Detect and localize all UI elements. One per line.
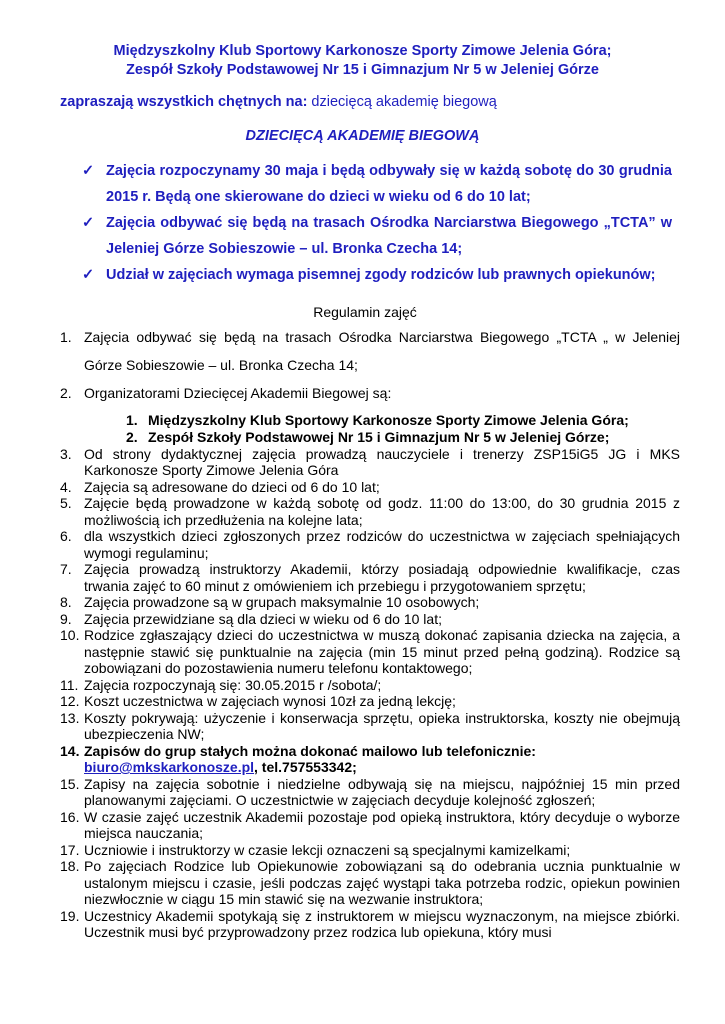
bullet-item: ✓ Zajęcia rozpoczynamy 30 maja i będą odbywały się w każdą sobotę do 30 grudnia 2015 r. Będą one skierowane do dzieci w wieku od 6 do 10 lat; [82, 158, 672, 210]
rule-item: 2. Organizatorami Dziecięcej Akademii Biegowej są: [60, 385, 392, 401]
invite-line [60, 94, 670, 110]
organizer-item: 2. Zespół Szkoły Podstawowej Nr 15 i Gimnazjum Nr 5 w Jeleniej Górze; [126, 428, 610, 445]
rules-list [60, 323, 680, 941]
akademia-title: DZIECIĘCĄ AKADEMIĘ BIEGOWĄ [245, 128, 480, 144]
rule-item: 14. Zapisów do grup stałych można dokonać mailowo lub telefonicznie: biuro@mkskarkonosze.pl, tel.757553342; [60, 742, 536, 775]
header-line-1: Międzyszkolny Klub Sportowy Karkonosze Sporty Zimowe Jelenia Góra; [113, 43, 612, 59]
email-link[interactable]: biuro@mkskarkonosze.pl [84, 759, 255, 775]
rule-item: 13. Koszty pokrywają: użyczenie i konserwacja sprzętu, opieka instruktorska, koszty nie obejmują ubezpieczenia NW; [60, 709, 680, 742]
rule-item: 8. Zajęcia prowadzone są w grupach maksymalnie 10 osobowych; [60, 594, 480, 610]
rule-item: 1. Zajęcia odbywać się będą na trasach Ośrodka Narciarstwa Biegowego „TCTA „ w Jeleniej Górze Sobieszowie – ul. Bronka Czecha 14; [60, 329, 680, 373]
organizer-item: 1. Międzyszkolny Klub Sportowy Karkonosze Sporty Zimowe Jelenia Góra; [126, 411, 629, 428]
phone-text: , tel.757553342; [254, 759, 357, 775]
bullet-item: ✓ Zajęcia odbywać się będą na trasach Ośrodka Narciarstwa Biegowego „TCTA” w Jeleniej Górze Sobieszowie – ul. Bronka Czecha 14; [82, 210, 672, 262]
header-line-2: Zespół Szkoły Podstawowej Nr 15 i Gimnazjum Nr 5 w Jeleniej Górze [126, 62, 599, 78]
document-header [60, 42, 665, 80]
rule-item: 18. Po zajęciach Rodzice lub Opiekunowie zobowiązani są do odebrania ucznia punktualnie w ustalonym miejscu i czasie, jeśli podczas zajęć wystąpi taka potrzeba rodzic, opiekun powinien niezwłocznie w ciągu 15 min stawić się na wezwanie instruktora; [60, 858, 680, 907]
rule-item: 9. Zajęcia przewidziane są dla dzieci w wieku od 6 do 10 lat; [60, 610, 442, 627]
rule-item: 10. Rodzice zgłaszający dzieci do uczestnictwa w muszą dokonać zapisania dziecka na zajęcia, a następnie stawić się punktualnie na zajęcia (min 15 minut przed pełną godziną). Rodzice są zobowiązani do pozostawienia numeru telefonu kontaktowego; [60, 627, 680, 676]
rule-item: 4. Zajęcia są adresowane do dzieci od 6 do 10 lat; [60, 478, 380, 495]
rule-item: 7. Zajęcia prowadzą instruktorzy Akademii, którzy posiadają odpowiednie kwalifikacje, czas trwania zajęć to 60 minut z omówieniem ich przebiegu i przygotowaniem sprzętu; [60, 561, 680, 594]
rule-item: 16. W czasie zajęć uczestnik Akademii pozostaje pod opieką instruktora, który decyduje o wyborze miejsca nauczania; [60, 808, 680, 841]
rule-item: 11. Zajęcia rozpoczynają się: 30.05.2015 r /sobota/; [60, 676, 382, 693]
regulamin-title: Regulamin zajęć [313, 304, 417, 320]
bullet-item: ✓ Udział w zajęciach wymaga pisemnej zgody rodziców lub prawnych opiekunów; [82, 262, 672, 288]
rule-item: 19. Uczestnicy Akademii spotykają się z instruktorem w miejscu wyznaczonym, na miejsce zbiórki. Uczestnik musi być przyprowadzony przez rodzica lub opiekuna, który musi [60, 907, 680, 940]
rule-item: 15. Zapisy na zajęcia sobotnie i niedzielne odbywają się na miejscu, najpóźniej 15 min przed planowanymi zajęciami. O uczestnictwie w zajęciach decyduje kolejność zgłoszeń; [60, 775, 680, 808]
check-icon: ✓ [82, 267, 95, 283]
bullet-list [82, 158, 672, 288]
rule-item: 12. Koszt uczestnictwa w zajęciach wynosi 10zł za jedną lekcję; [60, 693, 456, 709]
check-icon: ✓ [82, 163, 95, 179]
rule-item: 17. Uczniowie i instruktorzy w czasie lekcji oznaczeni są specjalnymi kamizelkami; [60, 841, 571, 858]
invite-normal: dziecięcą akademię biegową [307, 94, 497, 110]
rule-item: 6. dla wszystkich dzieci zgłoszonych przez rodziców do uczestnictwa w zajęciach spełniających wymogi regulaminu; [60, 528, 680, 561]
rule-item: 3. Od strony dydaktycznej zajęcia prowadzą nauczyciele i trenerzy ZSP15iG5 JG i MKS Karkonosze Sporty Zimowe Jelenia Góra [60, 445, 680, 478]
check-icon: ✓ [82, 215, 95, 231]
invite-bold: zapraszają wszystkich chętnych na: [60, 94, 308, 110]
rule-item: 5. Zajęcie będą prowadzone w każdą sobotę od godz. 11:00 do 13:00, do 30 grudnia 2015 z możliwością ich przedłużenia na kolejne lata; [60, 495, 680, 528]
